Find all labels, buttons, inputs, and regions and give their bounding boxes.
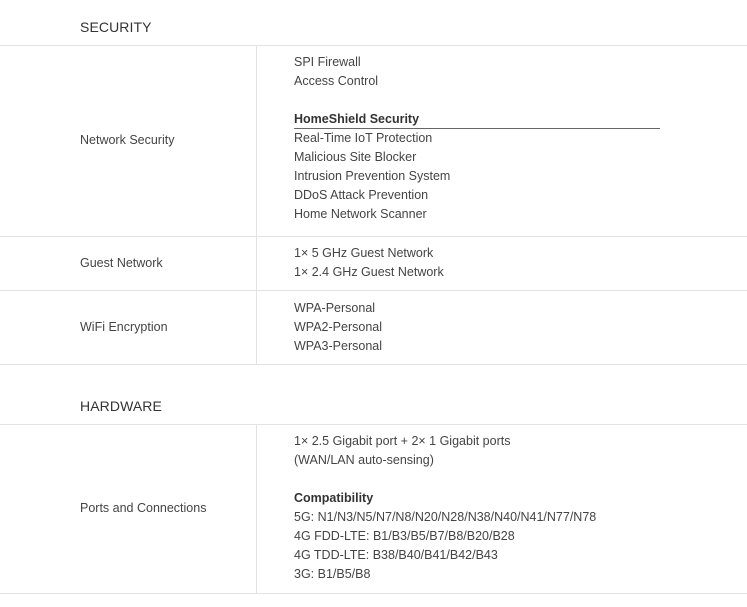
divider: [0, 236, 747, 237]
hardware-section-title: HARDWARE: [80, 398, 162, 414]
divider: [0, 290, 747, 291]
homeshield-heading: HomeShield Security: [294, 110, 660, 129]
divider: [0, 45, 747, 46]
spec-item: WPA3-Personal: [294, 339, 382, 353]
spec-item: 5G: N1/N3/N5/N7/N8/N20/N28/N38/N40/N41/N77/N78: [294, 510, 597, 524]
guest-network-label: Guest Network: [80, 256, 163, 270]
spec-item: DDoS Attack Prevention: [294, 188, 429, 202]
spec-item: SPI Firewall: [294, 55, 361, 69]
guest-network-values: [294, 244, 444, 282]
spec-item: WPA2-Personal: [294, 320, 382, 334]
spec-item: 3G: B1/B5/B8: [294, 567, 371, 581]
ports-values: [294, 432, 596, 584]
divider: [0, 424, 747, 425]
spec-item: 4G TDD-LTE: B38/B40/B41/B42/B43: [294, 548, 498, 562]
column-divider: [256, 290, 257, 364]
wifi-encryption-values: [294, 299, 382, 356]
network-security-values: [294, 53, 660, 224]
spec-item: Home Network Scanner: [294, 207, 427, 221]
divider: [0, 364, 747, 365]
spec-item: Intrusion Prevention System: [294, 169, 451, 183]
wifi-encryption-label: WiFi Encryption: [80, 320, 168, 334]
ports-label: Ports and Connections: [80, 501, 207, 515]
spec-item: Malicious Site Blocker: [294, 150, 417, 164]
spec-item: WPA-Personal: [294, 301, 376, 315]
spec-item: 1× 2.4 GHz Guest Network: [294, 265, 444, 279]
column-divider: [256, 45, 257, 236]
security-section-title: SECURITY: [80, 19, 152, 35]
spec-item: 1× 5 GHz Guest Network: [294, 246, 434, 260]
spec-item: (WAN/LAN auto-sensing): [294, 453, 434, 467]
spec-item: Access Control: [294, 74, 379, 88]
spec-item: 4G FDD-LTE: B1/B3/B5/B7/B8/B20/B28: [294, 529, 515, 543]
spec-item: Real-Time IoT Protection: [294, 131, 433, 145]
spec-item: 1× 2.5 Gigabit port + 2× 1 Gigabit ports: [294, 434, 511, 448]
network-security-label: Network Security: [80, 133, 175, 147]
column-divider: [256, 236, 257, 290]
column-divider: [256, 424, 257, 593]
divider: [0, 593, 747, 594]
compatibility-heading: Compatibility: [294, 491, 374, 505]
